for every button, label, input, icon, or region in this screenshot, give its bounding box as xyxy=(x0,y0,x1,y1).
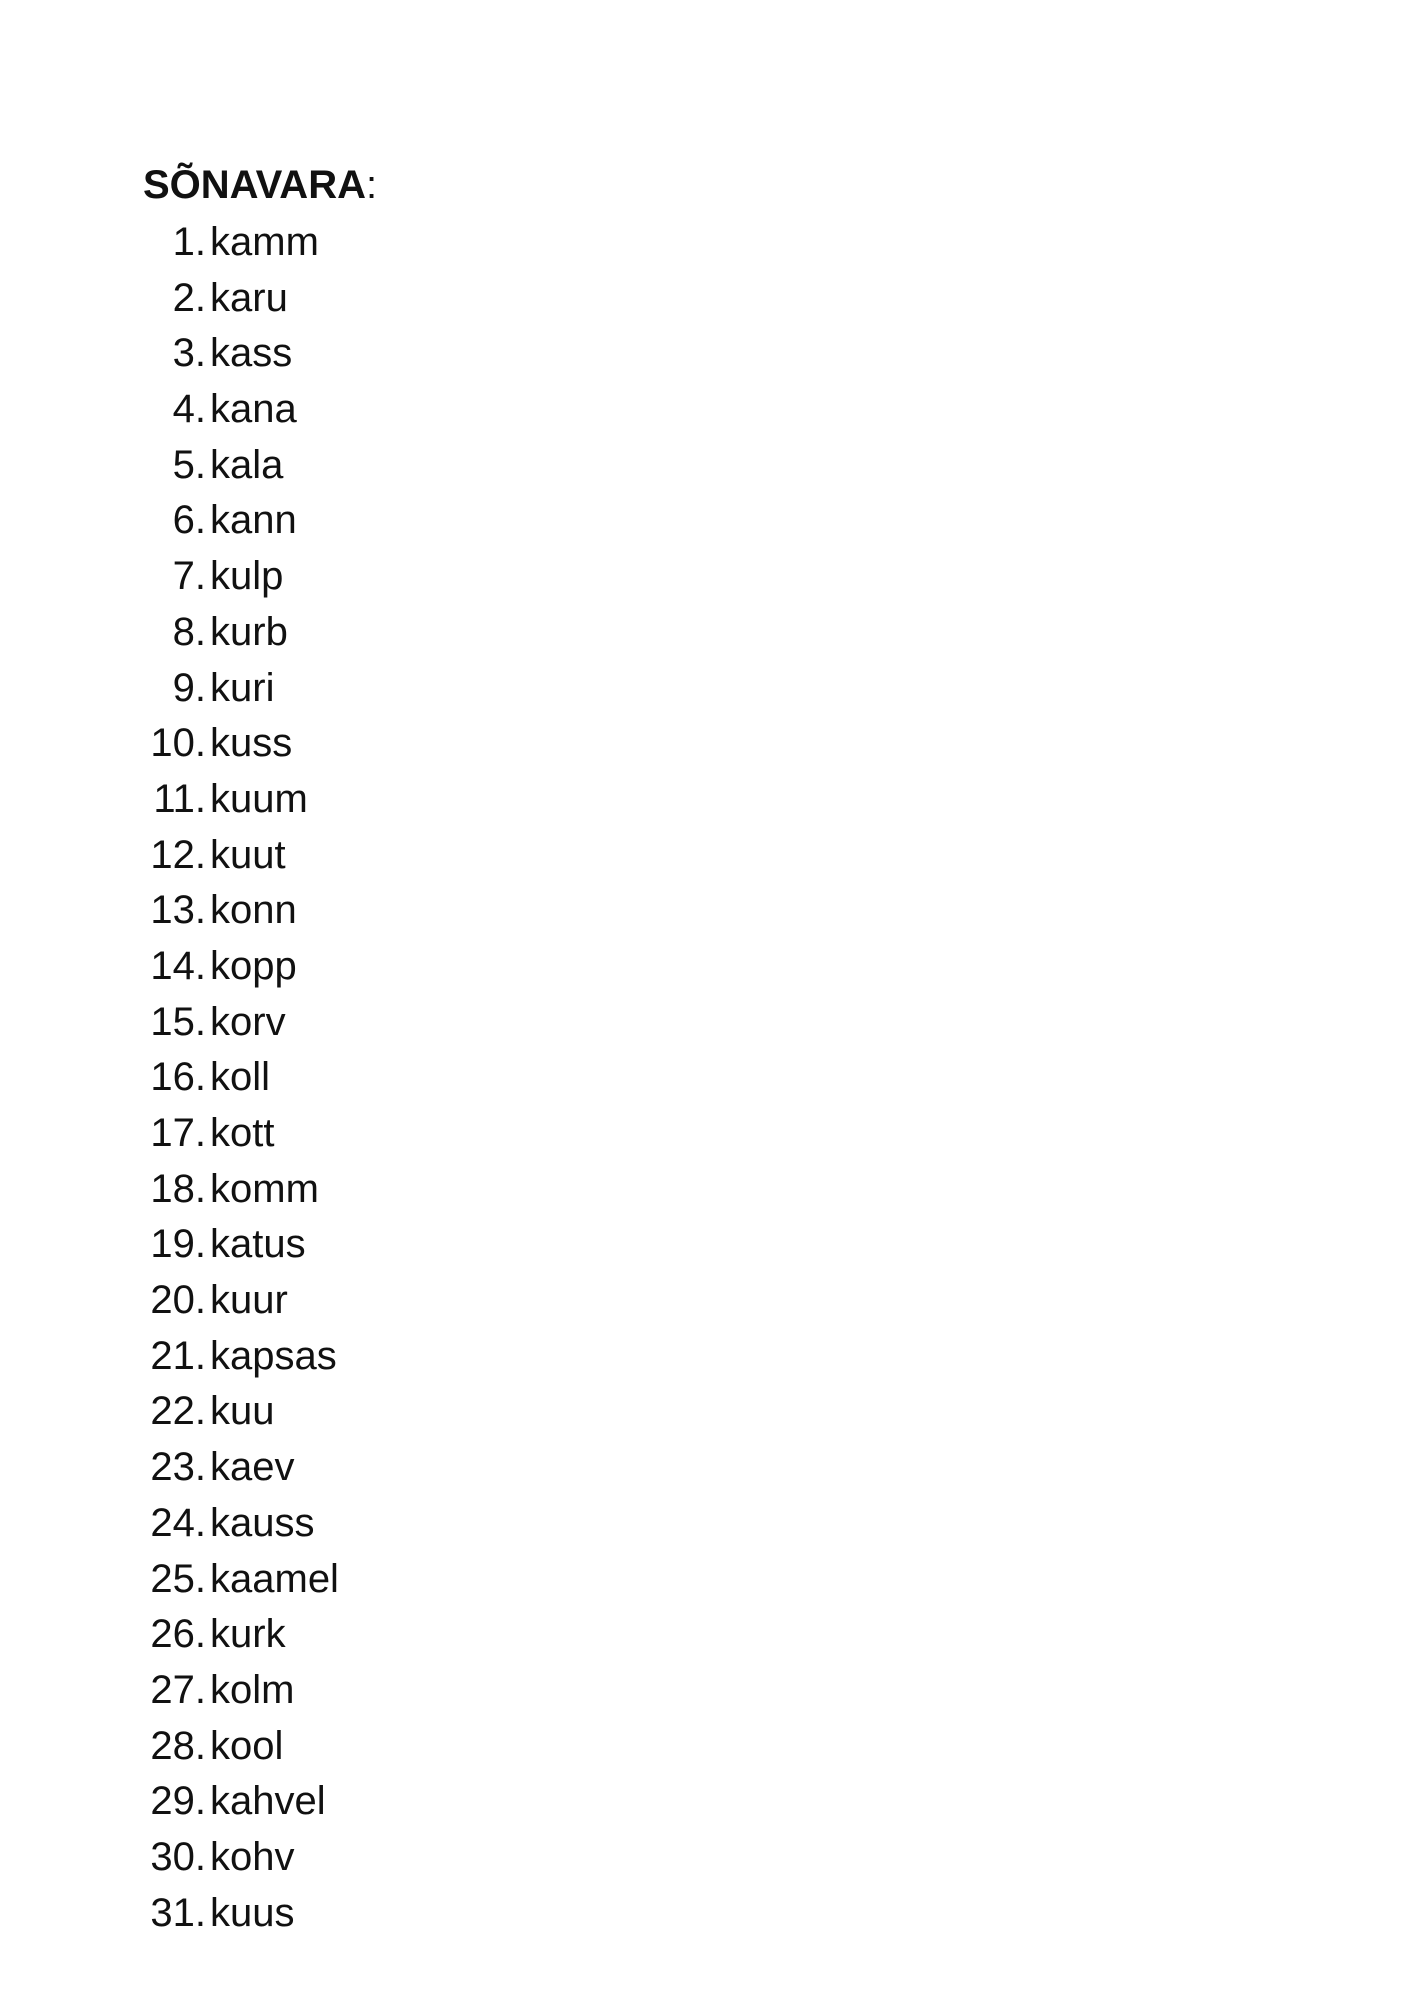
list-item-word: korv xyxy=(210,999,286,1044)
list-item xyxy=(138,1719,339,1775)
list-item-word: kott xyxy=(210,1111,275,1155)
list-item-number: 18. xyxy=(150,1166,206,1211)
list-item-word: kurb xyxy=(210,609,288,654)
list-item xyxy=(138,1886,339,1942)
list-item xyxy=(138,1273,339,1329)
list-item xyxy=(138,1329,339,1385)
list-item-word: kaamel xyxy=(210,1556,339,1601)
list-item-word: katus xyxy=(210,1222,306,1267)
list-item-number: 24. xyxy=(150,1500,206,1545)
list-item-number: 9. xyxy=(172,665,206,710)
list-item-number: 1. xyxy=(172,220,206,264)
list-item-word: kaev xyxy=(210,1445,295,1490)
list-item-word: kuri xyxy=(210,665,275,710)
list-item xyxy=(138,1774,339,1830)
list-item-number: 4. xyxy=(172,387,206,432)
list-item-word: kuur xyxy=(210,1278,288,1323)
list-item-word: kana xyxy=(210,387,297,432)
list-item-word: kass xyxy=(210,331,293,376)
list-item-number: 14. xyxy=(150,943,206,988)
list-item xyxy=(138,995,339,1051)
list-item xyxy=(138,661,339,717)
list-item-number: 11. xyxy=(153,776,206,821)
list-item-word: karu xyxy=(210,275,288,320)
list-item-number: 27. xyxy=(150,1667,206,1712)
list-item-number: 7. xyxy=(172,554,206,599)
list-item-word: konn xyxy=(210,888,297,933)
list-item-word: kopp xyxy=(210,943,297,988)
list-item-number: 8. xyxy=(172,609,206,654)
list-item-number: 16. xyxy=(150,1055,206,1100)
list-item xyxy=(138,605,339,661)
list-item xyxy=(138,1050,339,1106)
list-item-number: 13. xyxy=(150,888,206,933)
list-item-word: kuss xyxy=(210,721,293,766)
list-item xyxy=(138,716,339,772)
list-item xyxy=(138,883,339,939)
list-item-word: kann xyxy=(210,498,297,543)
list-item xyxy=(138,1217,339,1273)
list-item xyxy=(138,549,339,605)
list-item xyxy=(138,1384,339,1440)
list-item-number: 25. xyxy=(150,1556,206,1601)
list-item-word: kolm xyxy=(210,1667,295,1712)
list-item xyxy=(138,939,339,995)
list-item-number: 5. xyxy=(172,442,206,487)
list-item-word: kahvel xyxy=(210,1779,326,1824)
list-item xyxy=(138,326,339,382)
list-item-word: kauss xyxy=(210,1500,315,1545)
page-heading xyxy=(143,161,377,209)
list-item xyxy=(138,1440,339,1496)
heading-title: SÕNAVARA xyxy=(143,163,366,207)
list-item xyxy=(138,772,339,828)
list-item-word: koll xyxy=(210,1055,271,1100)
list-item-number: 23. xyxy=(150,1445,206,1490)
list-item-number: 17. xyxy=(150,1111,206,1155)
list-item-word: kulp xyxy=(210,554,284,599)
list-item-word: komm xyxy=(210,1166,319,1211)
list-item-number: 19. xyxy=(150,1222,206,1267)
list-item-word: kapsas xyxy=(210,1333,337,1378)
list-item xyxy=(138,828,339,884)
list-item-word: kuu xyxy=(210,1389,275,1434)
list-item xyxy=(138,438,339,494)
list-item xyxy=(138,1607,339,1663)
list-item xyxy=(138,1496,339,1552)
list-item xyxy=(138,1663,339,1719)
list-item xyxy=(138,1106,339,1162)
list-item xyxy=(138,1552,339,1608)
list-item-number: 28. xyxy=(150,1723,206,1768)
list-item xyxy=(138,215,339,271)
list-item-number: 30. xyxy=(150,1834,206,1879)
list-item xyxy=(138,382,339,438)
list-item-word: kuus xyxy=(210,1890,295,1935)
list-item-word: kala xyxy=(210,442,284,487)
list-item-word: kurk xyxy=(210,1612,286,1657)
list-item xyxy=(138,1830,339,1886)
list-item xyxy=(138,493,339,549)
list-item-number: 2. xyxy=(172,275,206,320)
list-item-number: 31. xyxy=(150,1890,206,1935)
list-item xyxy=(138,1162,339,1218)
list-item-number: 15. xyxy=(150,999,206,1044)
list-item-number: 12. xyxy=(150,832,206,877)
list-item-word: kohv xyxy=(210,1834,295,1879)
list-item-number: 10. xyxy=(150,721,206,766)
list-item-word: kuum xyxy=(210,776,308,821)
heading-colon: : xyxy=(365,163,378,207)
vocabulary-list xyxy=(138,215,339,1941)
list-item-word: kool xyxy=(210,1723,284,1768)
list-item-number: 20. xyxy=(150,1278,206,1323)
list-item-number: 21. xyxy=(150,1333,206,1378)
list-item-word: kuut xyxy=(210,832,286,877)
list-item-number: 3. xyxy=(172,331,206,376)
list-item-number: 22. xyxy=(150,1389,206,1434)
list-item xyxy=(138,271,339,327)
list-item-number: 26. xyxy=(150,1612,206,1657)
list-item-number: 29. xyxy=(150,1779,206,1824)
list-item-number: 6. xyxy=(172,498,206,543)
list-item-word: kamm xyxy=(210,220,319,264)
